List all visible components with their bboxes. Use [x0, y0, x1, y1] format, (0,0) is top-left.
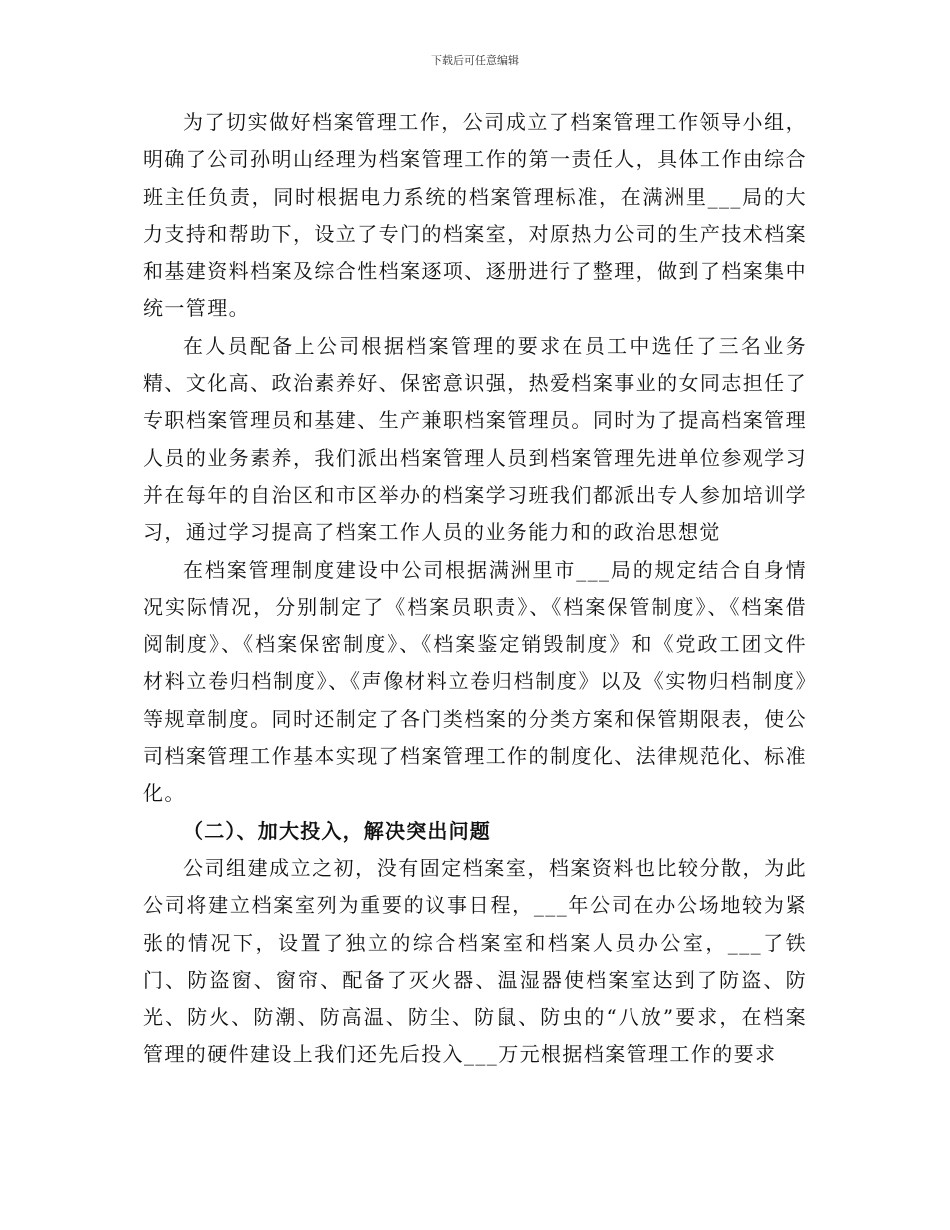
section-heading: （二）、加大投入，解决突出问题 — [183, 818, 491, 843]
paragraph-4: 公司组建成立之初，没有固定档案室，档案资料也比较分散，为此公司将建立档案室列为重要的议事日程，___年公司在办公场地较为紧张的情况下，设置了独立的综合档案室和档案人员办公室，___了铁门、防盗窗、窗帘、配备了灭火器、温湿器使档案室达到了防盗、防光、防火、防潮、防高温、防尘、防鼠、防虫的“八放”要求，在档案管理的硬件建设上我们还先后投入___万元根据档案管理工作的要求 — [143, 855, 807, 1067]
paragraph-3: 在档案管理制度建设中公司根据满洲里市___局的规定结合自身情况实际情况，分别制定了《档案员职责》、《档案保管制度》、《档案借阅制度》、《档案保密制度》、《档案鉴定销毁制度》和《党政工团文件材料立卷归档制度》、《声像材料立卷归档制度》以及《实物归档制度》等规章制度。同时还制定了各门类档案的分类方案和保管期限表，使公司档案管理工作基本实现了档案管理工作的制度化、法律规范化、标准化。 — [143, 557, 807, 806]
page-header: 下载后可任意编辑 — [431, 54, 519, 67]
paragraph-2: 在人员配备上公司根据档案管理的要求在员工中选任了三名业务精、文化高、政治素养好、保密意识强，热爱档案事业的女同志担任了专职档案管理员和基建、生产兼职档案管理员。同时为了提高档案管理人员的业务素养，我们派出档案管理人员到档案管理先进单位参观学习并在每年的自治区和市区举办的档案学习班我们都派出专人参加培训学习，通过学习提高了档案工作人员的业务能力和的政治思想觉 — [143, 333, 807, 545]
paragraph-1: 为了切实做好档案管理工作，公司成立了档案管理工作领导小组，明确了公司孙明山经理为档案管理工作的第一责任人，具体工作由综合班主任负责，同时根据电力系统的档案管理标准，在满洲里___局的大力支持和帮助下，设立了专门的档案室，对原热力公司的生产技术档案和基建资料档案及综合性档案逐项、逐册进行了整理，做到了档案集中统一管理。 — [143, 110, 807, 321]
document-body — [143, 104, 807, 1074]
